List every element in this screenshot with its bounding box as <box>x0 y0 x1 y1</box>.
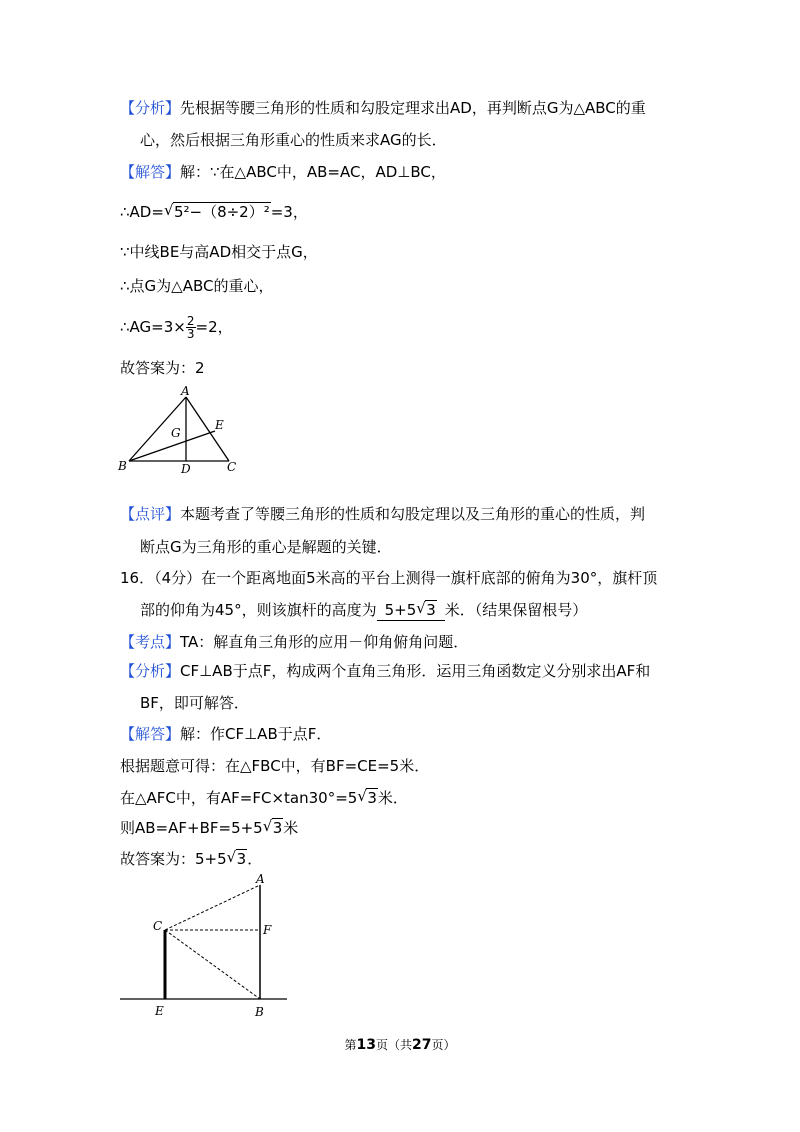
centroid-line: ∴点G为△ABC的重心， <box>120 277 274 295</box>
label-a: A <box>256 872 265 886</box>
q16-line-2-pre: 部的仰角为45°，则该旗杆的高度为 <box>140 601 377 619</box>
page-total: 27 <box>412 1037 432 1053</box>
ad-suffix: =3， <box>270 203 308 221</box>
q16-line-d-sqrt: √ 3 <box>226 848 247 868</box>
q16-line-1: 16．（4分）在一个距离地面5米高的平台上测得一旗杆底部的俯角为30°，旗杆顶 <box>120 569 658 587</box>
label-c: C <box>153 919 163 933</box>
ag-fraction <box>186 315 196 340</box>
ag-suffix: =2， <box>195 318 233 336</box>
label-e: E <box>155 1004 164 1018</box>
ag-formula <box>120 315 233 340</box>
q16-analysis-text-1: CF⊥AB于点F，构成两个直角三角形．运用三角函数定义分别求出AF和 <box>180 662 651 680</box>
triangle-figure <box>115 385 245 480</box>
label-a: A <box>181 385 190 398</box>
analysis-text-2: 心，然后根据三角形重心的性质来求AG的长． <box>140 131 447 149</box>
label-b: B <box>255 1005 264 1019</box>
solution-text: 解：∵在△ABC中，AB=AC，AD⊥BC， <box>180 163 446 181</box>
kp-tag: 【考点】 <box>120 633 181 651</box>
q16-solution-tag: 【解答】 <box>120 725 181 743</box>
page-footer <box>0 1036 800 1053</box>
analysis-text-1: 先根据等腰三角形的性质和勾股定理求出AD，再判断点G为△ABC的重 <box>180 99 646 117</box>
q16-line-d-radicand: 3 <box>236 850 247 868</box>
answer-line-1: 故答案为：2 <box>120 359 205 377</box>
q16-line-b-post: 米． <box>377 789 408 807</box>
footer-pre: 第 <box>344 1038 357 1052</box>
q16-analysis-line-1 <box>120 661 650 681</box>
q16-solution-text: 解：作CF⊥AB于点F． <box>180 725 332 743</box>
kp-text: TA：解直角三角形的应用－仰角俯角问题． <box>180 633 469 651</box>
solution-tag: 【解答】 <box>120 163 181 181</box>
q16-line-b-pre: 在△AFC中，有AF=FC×tan30°=5 <box>120 789 358 807</box>
q16-line-c-post: 米 <box>283 819 299 837</box>
flagpole-figure <box>115 870 295 1025</box>
footer-mid: 页（共 <box>375 1038 412 1052</box>
q16-line-c-pre: 则AB=AF+BF=5+5 <box>120 819 263 837</box>
comment-text-2: 断点G为三角形的重心是解题的关键． <box>140 538 392 556</box>
q16-line-c <box>120 818 298 838</box>
kp-line <box>120 632 468 652</box>
answer-blank-value: 5+5 <box>384 601 417 619</box>
q16-line-a: 根据题意可得：在△FBC中，有BF=CE=5米． <box>120 757 430 775</box>
label-c: C <box>227 460 237 474</box>
analysis-tag: 【分析】 <box>120 99 181 117</box>
analysis-line-1 <box>120 98 646 118</box>
label-f: F <box>263 923 272 937</box>
label-e: E <box>215 418 224 432</box>
answer-blank-radicand: 3 <box>426 601 436 619</box>
label-d: D <box>181 462 191 476</box>
q16-line-b-sqrt: √ 3 <box>357 787 377 807</box>
q16-line-b-radicand: 3 <box>367 789 377 807</box>
q16-line-d <box>120 849 262 869</box>
label-g: G <box>171 426 181 440</box>
ag-prefix: ∴AG=3× <box>120 318 186 336</box>
median-line: ∵中线BE与高AD相交于点G， <box>120 243 318 261</box>
q16-line-b <box>120 788 408 808</box>
ad-sqrt: √ 5²−（8÷2）² <box>163 201 270 221</box>
q16-solution-line <box>120 724 331 744</box>
solution-line <box>120 162 446 182</box>
comment-tag: 【点评】 <box>120 505 181 523</box>
label-b: B <box>118 459 127 473</box>
comment-text-1: 本题考查了等腰三角形的性质和勾股定理以及三角形的重心的性质，判 <box>180 505 646 523</box>
footer-post: 页） <box>431 1038 456 1052</box>
ag-denominator: 3 <box>186 327 195 341</box>
page-number: 13 <box>356 1037 376 1053</box>
ad-formula <box>120 202 308 222</box>
q16-line-d-post: ． <box>247 850 263 868</box>
q16-line-c-radicand: 3 <box>272 819 283 837</box>
answer-blank-sqrt: √ 3 <box>416 599 436 619</box>
q16-line-c-sqrt: √ 3 <box>262 817 283 837</box>
q16-line-2-post: 米．（结果保留根号） <box>444 601 588 619</box>
answer-blank <box>377 600 445 621</box>
ad-prefix: ∴AD= <box>120 203 164 221</box>
q16-line-d-pre: 故答案为：5+5 <box>120 850 227 868</box>
q16-analysis-tag: 【分析】 <box>120 662 181 680</box>
q16-line-2 <box>140 600 587 621</box>
comment-line-1 <box>120 504 645 524</box>
q16-analysis-text-2: BF，即可解答． <box>140 694 249 712</box>
ad-radicand: 5²−（8÷2）² <box>173 203 270 221</box>
ag-numerator: 2 <box>186 314 195 328</box>
